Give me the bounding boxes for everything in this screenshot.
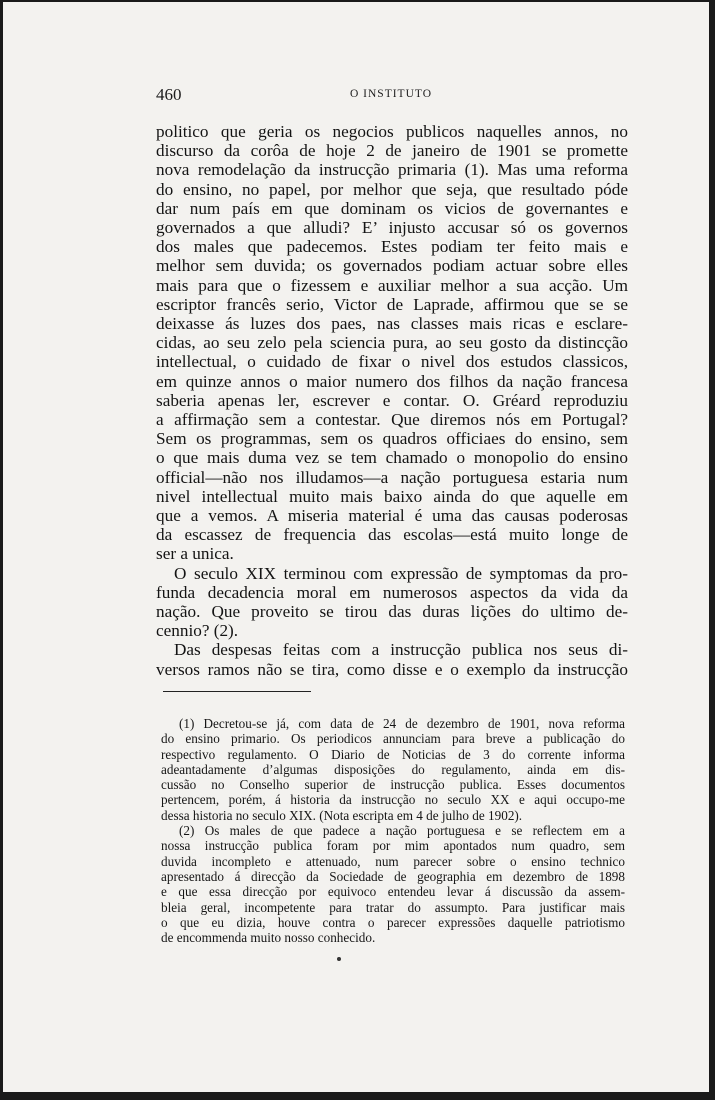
footnote-line: o que eu dizia, houve contra o parecer expressões daquelle patriotismo: [161, 914, 625, 930]
text-line: official—não nos illudamos—a nação portuguesa estaria num: [156, 467, 628, 487]
text-line: do ensino, no papel, por melhor que seja, que resultado póde: [156, 179, 628, 199]
footnote-line: apresentado á direcção da Sociedade de geographia em dezembro de 1898: [161, 868, 625, 884]
text-line: discurso da corôa de hoje 2 de janeiro de 1901 se promette: [156, 141, 628, 161]
running-title: O INSTITUTO: [349, 88, 433, 100]
text-line: governados a que alludi? E’ injusto accusar só os governos: [156, 218, 628, 238]
text-line: dar num país em que dominam os vicios de governantes e: [156, 198, 628, 218]
footnote-line: do ensino primario. Os periodicos annunciam para breve a publicação do: [161, 731, 625, 747]
text-line: politico que geria os negocios publicos naquelles annos, no: [156, 122, 628, 141]
text-line: funda decadencia moral em numerosos aspectos da vida da: [156, 582, 628, 602]
text-line: ser a unica.: [156, 544, 234, 564]
text-line: em quinze annos o maior numero dos filhos da nação francesa: [156, 371, 628, 391]
text-line: Sem os programmas, sem os quadros officiaes do ensino, sem: [156, 429, 628, 449]
footnote-line: pertencem, porém, á historia da instrucção no seculo XX e aqui occupo-me: [161, 792, 625, 808]
body-text: [156, 122, 628, 679]
footnote-line: adeantadamente d’algumas disposições do regulamento, ainda em dis-: [161, 761, 625, 777]
text-line: que a vemos. A miseria material é uma das causas poderosas: [156, 506, 628, 526]
text-line: da escassez de frequencia das escolas—está muito longe de: [156, 525, 628, 545]
footnote-line: duvida incompleto e attenuado, num parecer sobre o ensino technico: [161, 853, 625, 869]
text-line: melhor sem duvida; os governados podiam actuar sobre elles: [156, 256, 628, 276]
footnote-line: nossa instrucção publica foram por mim apontados num quadro, sem: [161, 838, 625, 854]
footnote-line: (2) Os males de que padece a nação portuguesa e se reflectem em a: [179, 823, 625, 839]
footnote-rule: [163, 691, 311, 692]
footnote-line: e que essa direcção por equivoco entendeu levar á discussão da assem-: [161, 884, 625, 900]
text-line: nivel intellectual muito mais baixo ainda do que aquelle em: [156, 486, 628, 506]
text-line: versos ramos não se tira, como disse e o exemplo da instrucção: [156, 659, 628, 679]
text-line: dos males que padecemos. Estes podiam ter feito mais e: [156, 237, 628, 257]
footnote-line: (1) Decretou-se já, com data de 24 de dezembro de 1901, nova reforma: [179, 716, 625, 731]
text-line: O seculo XIX terminou com expressão de symptomas da pro-: [174, 563, 628, 583]
text-line: nova remodelação da instrucção primaria (1). Mas uma reforma: [156, 160, 628, 180]
text-line: Das despesas feitas com a instrucção publica nos seus di-: [174, 640, 628, 660]
book-page: [3, 2, 709, 1092]
footnote-line: bleia geral, incompetente para tratar do assumpto. Para justificar mais: [161, 899, 625, 915]
footnote-line: dessa historia no seculo XIX. (Nota escripta em 4 de julho de 1902).: [161, 807, 523, 823]
footnote-line: de encommenda muito nosso conhecido.: [161, 930, 376, 946]
footnotes: [161, 716, 625, 945]
page-number: 460: [156, 85, 182, 104]
text-line: saberia apenas ler, escrever e contar. O. Gréard reproduziu: [156, 390, 628, 410]
text-line: cidas, ao seu zelo pela sciencia pura, ao seu gosto da distincção: [156, 333, 628, 353]
footnote-line: respectivo regulamento. O Diario de Noticias de 3 do corrente informa: [161, 746, 625, 762]
footnote-line: cussão no Conselho superior de instrucção publica. Esses documentos: [161, 777, 625, 793]
text-line: deixasse ás luzes dos paes, nas classes mais ricas e esclare-: [156, 314, 628, 334]
text-line: escriptor francês serio, Victor de Laprade, affirmou que se se: [156, 294, 628, 314]
text-line: nação. Que proveito se tirou das duras lições do ultimo de-: [156, 602, 628, 622]
text-line: o que mais duma vez se tem chamado o monopolio do ensino: [156, 448, 628, 468]
text-line: a affirmação sem a contestar. Que diremos nós em Portugal?: [156, 410, 628, 430]
text-line: mais para que o fizessem e auxiliar melhor a sua acção. Um: [156, 275, 628, 295]
page-header: [156, 85, 626, 105]
text-line: cennio? (2).: [156, 621, 239, 641]
ink-speck: [337, 957, 341, 961]
text-line: intellectual, o cuidado de fixar o nivel dos estudos classicos,: [156, 352, 628, 372]
